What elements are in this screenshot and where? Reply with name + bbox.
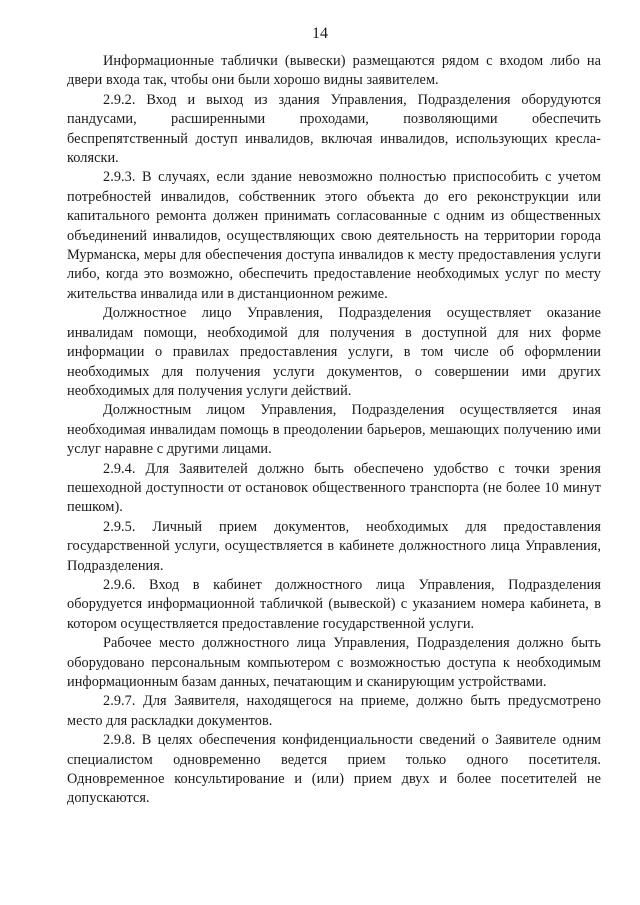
paragraph-2-9-7: 2.9.7. Для Заявителя, находящегося на приеме, должно быть предусмотрено место для раскладки документов.	[67, 693, 601, 729]
paragraph-2-9-6: 2.9.6. Вход в кабинет должностного лица Управления, Подразделения оборудуется информационной табличкой (вывеской) с указанием номера кабинета, в котором осуществляется предоставление государственной услуги.	[67, 576, 601, 632]
paragraph-barrier-help: Должностным лицом Управления, Подразделения осуществляется иная необходимая инвалидам помощь в преодолении барьеров, мешающих получению ими услуг наравне с другими лицами.	[67, 402, 601, 458]
paragraph-signage: Информационные таблички (вывески) размещаются рядом с входом либо на двери входа так, чтобы они были хорошо видны заявителем.	[67, 53, 601, 89]
paragraph-official-assistance: Должностное лицо Управления, Подразделения осуществляет оказание инвалидам помощи, необходимой для получения в доступной для них форме информации о правилах предоставления услуги, в том числе об оформлении необходимых для получения услуги документов, о совершении ими других необходимых для получения услуги действий.	[67, 305, 601, 399]
paragraph-2-9-4: 2.9.4. Для Заявителей должно быть обеспечено удобство с точки зрения пешеходной доступности от остановок общественного транспорта (не более 10 минут пешком).	[67, 460, 601, 516]
document-body	[67, 52, 601, 809]
paragraph-2-9-3: 2.9.3. В случаях, если здание невозможно полностью приспособить с учетом потребностей инвалидов, собственник этого объекта до его реконструкции или капитального ремонта должен принимать согласованные с одним из общественных объединений инвалидов, осуществляющих свою деятельность на территории города Мурманска, меры для обеспечения доступа инвалидов к месту предоставления услуги либо, когда это возможно, обеспечить предоставление необходимых услуг по месту жительства инвалида или в дистанционном режиме.	[67, 169, 601, 302]
paragraph-2-9-2: 2.9.2. Вход и выход из здания Управления, Подразделения оборудуются пандусами, расширенными проходами, позволяющими обеспечить беспрепятственный доступ инвалидов, включая инвалидов, использующих кресла-коляски.	[67, 91, 601, 167]
page-number: 14	[312, 25, 328, 42]
paragraph-workplace: Рабочее место должностного лица Управления, Подразделения должно быть оборудовано персональным компьютером с возможностью доступа к необходимым информационным базам данных, печатающим и сканирующим устройствами.	[67, 635, 601, 690]
paragraph-2-9-5: 2.9.5. Личный прием документов, необходимых для предоставления государственной услуги, осуществляется в кабинете должностного лица Управления, Подразделения.	[67, 518, 601, 574]
paragraph-2-9-8: 2.9.8. В целях обеспечения конфиденциальности сведений о Заявителе одним специалистом одновременно ведется прием только одного посетителя. Одновременное консультирование и (или) прием двух и более посетителей не допускаются.	[67, 732, 601, 807]
